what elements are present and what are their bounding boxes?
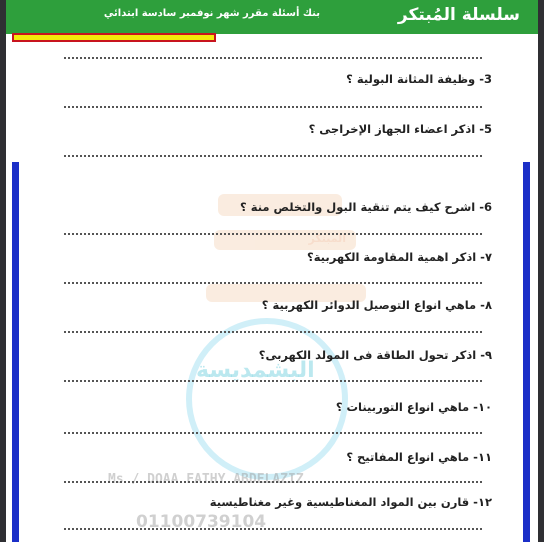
header-subtitle: بنك أسئلة مقرر شهر نوفمبر سادسة ابتدائي xyxy=(103,8,320,19)
header-accent-bar xyxy=(12,33,216,42)
header-title: سلسلة المُبتكر xyxy=(397,5,520,25)
answer-line xyxy=(64,528,482,530)
question-item: ٧- اذكر اهمية المقاومة الكهربية؟ xyxy=(307,250,492,264)
left-blue-border xyxy=(12,162,19,542)
page-header xyxy=(6,0,538,34)
watermark-logo-text: البشمديسة xyxy=(196,358,315,383)
answer-line xyxy=(64,380,482,382)
watermark-author: Ms / DOAA FATHY ABDELAZIZ xyxy=(108,472,304,487)
watermark-brand: المبتكر xyxy=(214,230,356,250)
question-item: 3- وظيفة المثانة البولية ؟ xyxy=(346,72,492,86)
watermark-phone: 01100739104 xyxy=(136,512,267,532)
watermark-logo-ring xyxy=(186,318,348,480)
question-item: ١٠- ماهي انواع التوربينات ؟ xyxy=(335,400,492,414)
question-item: 5- اذكر اعضاء الجهاز الإخراجى ؟ xyxy=(308,122,492,136)
worksheet-page xyxy=(6,0,538,542)
answer-line xyxy=(64,432,482,434)
answer-line xyxy=(64,57,482,59)
answer-line xyxy=(64,155,482,157)
answer-line xyxy=(64,106,482,108)
answer-line xyxy=(64,282,482,284)
question-item: ١٢- قارن بين المواد المغناطيسية وغير مغناطيسية xyxy=(209,495,492,509)
answer-line xyxy=(64,481,482,483)
question-item: ٩- اذكر تحول الطاقة فى المولد الكهربى؟ xyxy=(258,348,492,362)
question-item: ٨- ماهي انواع التوصيل الدوائر الكهربية ؟ xyxy=(261,298,492,312)
answer-line xyxy=(64,233,482,235)
right-blue-border xyxy=(523,162,530,542)
question-item: 6- اشرح كيف يتم تنقية البول والتخلص منة ؟ xyxy=(240,200,492,214)
question-item: ١١- ماهي انواع المفاتيح ؟ xyxy=(346,450,492,464)
answer-line xyxy=(64,331,482,333)
